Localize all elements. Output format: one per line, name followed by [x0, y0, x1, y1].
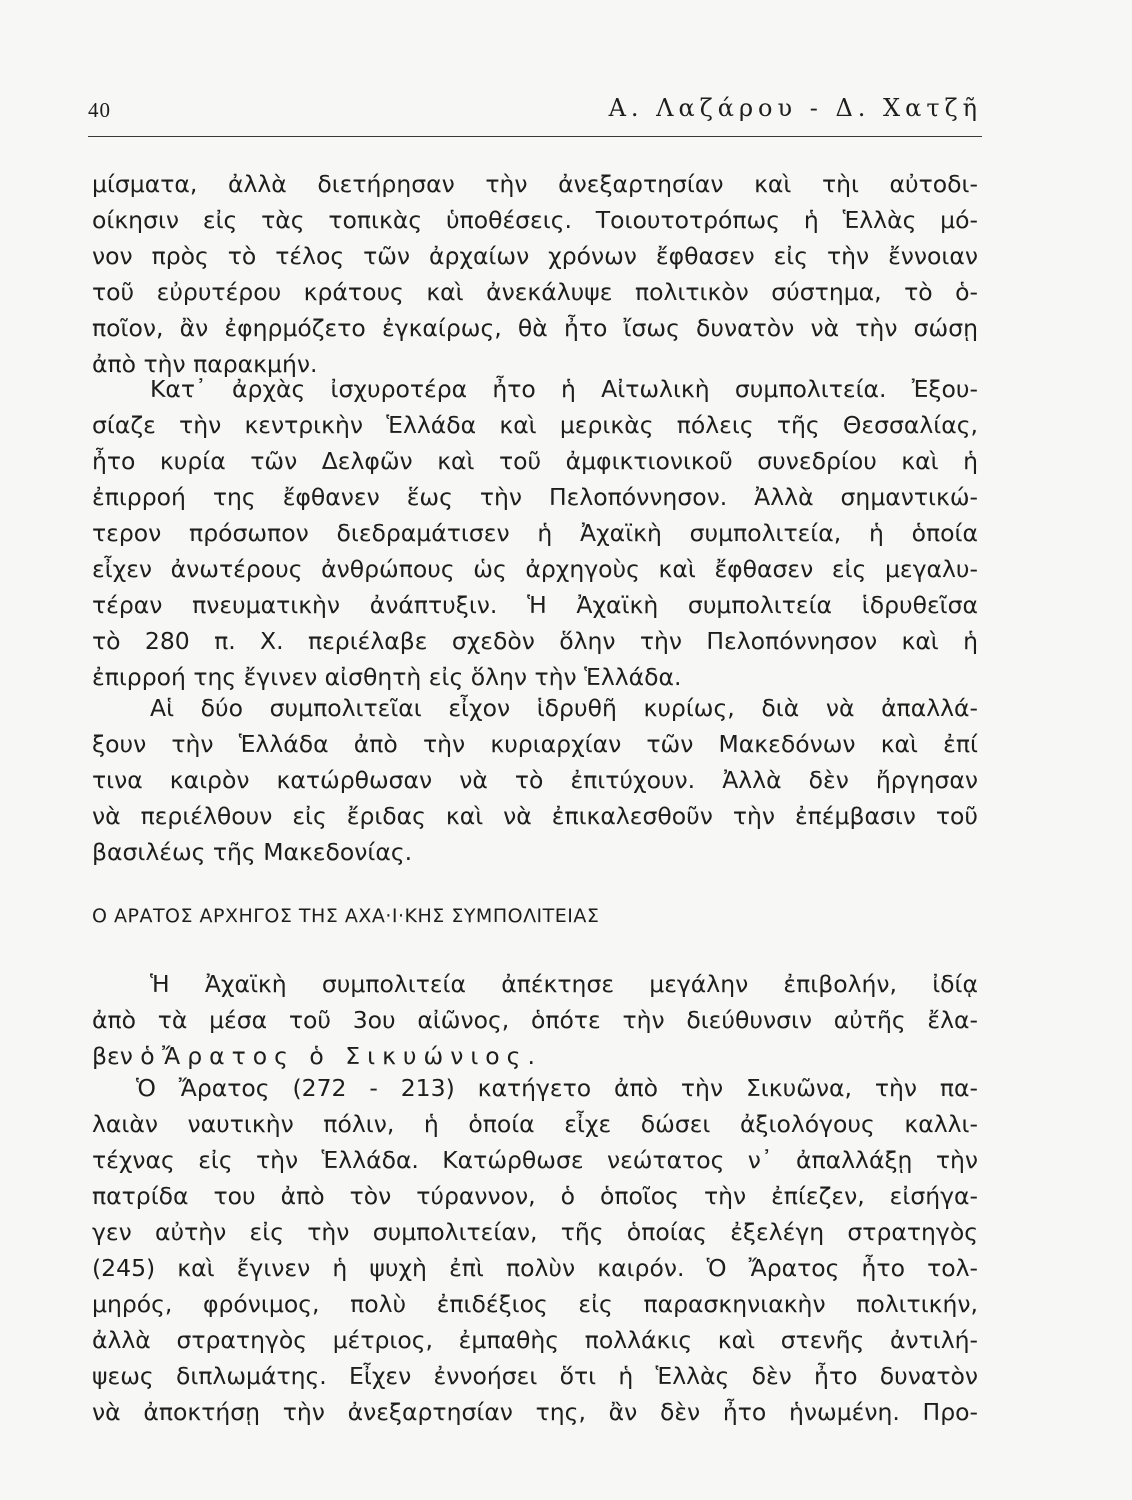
text-line: τέχνας εἰς τὴν Ἑλλάδα. Κατώρθωσε νεώτατος ν᾽ ἀπαλλάξῃ τὴν [92, 1146, 978, 1174]
spaced-name: Ἄρατος ὁ Σικυώνιος. [162, 1042, 542, 1070]
text-line: Ὁ Ἄρατος (272 - 213) κατήγετο ἀπὸ τὴν Σικυῶνα, τὴν πα- [136, 1074, 978, 1102]
text-line: λαιὰν ναυτικὴν πόλιν, ἡ ὁποία εἶχε δώσει ἀξιολόγους καλλι- [92, 1110, 978, 1138]
text-line: βασιλέως τῆς Μακεδονίας. [92, 838, 413, 866]
text-line: μηρός, φρόνιμος, πολὺ ἐπιδέξιος εἰς παρασκηνιακὴν πολιτικήν, [92, 1290, 978, 1318]
page-header [88, 94, 982, 134]
text-line: νὰ περιέλθουν εἰς ἔριδας καὶ νὰ ἐπικαλεσθοῦν τὴν ἐπέμβασιν τοῦ [92, 802, 978, 830]
paragraph-1 [92, 166, 978, 382]
text-line: ἀπὸ τὰ μέσα τοῦ 3ου αἰῶνος, ὁπότε τὴν διεύθυνσιν αὐτῆς ἔλα- [92, 1006, 978, 1034]
text-line: νὰ ἀποκτήσῃ τὴν ἀνεξαρτησίαν της, ἂν δὲν ἦτο ἡνωμένη. Προ- [92, 1398, 978, 1426]
text-line: οίκησιν εἰς τὰς τοπικὰς ὑποθέσεις. Τοιουτοτρόπως ἡ Ἑλλὰς μό- [92, 206, 978, 234]
paragraph-3 [92, 690, 978, 870]
text-line: ἐπιρροή της ἔγινεν αἰσθητὴ εἰς ὅλην τὴν Ἑλλάδα. [92, 663, 682, 691]
text-line: σίαζε τὴν κεντρικὴν Ἑλλάδα καὶ μερικὰς πόλεις τῆς Θεσσαλίας, [92, 411, 978, 439]
text-line: νον πρὸς τὸ τέλος τῶν ἀρχαίων χρόνων ἔφθασεν εἰς τὴν ἔννοιαν [92, 242, 978, 270]
text-line: μίσματα, ἀλλὰ διετήρησαν τὴν ἀνεξαρτησίαν καὶ τὴι αὐτοδι- [92, 170, 978, 198]
text-line: τερον πρόσωπον διεδραμάτισεν ἡ Ἀχαϊκὴ συμπολιτεία, ἡ ὁποία [92, 519, 978, 547]
text-line: γεν αὐτὴν εἰς τὴν συμπολιτείαν, τῆς ὁποίας ἐξελέγη στρατηγὸς [92, 1218, 978, 1246]
text-line: ἀπὸ τὴν παρακμήν. [92, 350, 318, 378]
text-fragment: βεν ὁ [92, 1042, 163, 1070]
text-line: τινα καιρὸν κατώρθωσαν νὰ τὸ ἐπιτύχουν. Ἀλλὰ δὲν ἤργησαν [92, 766, 978, 794]
text-line [92, 1038, 978, 1074]
text-line: Κατ᾽ ἀρχὰς ἰσχυροτέρα ἦτο ἡ Αἰτωλικὴ συμπολιτεία. Ἐξου- [150, 375, 978, 403]
header-rule [88, 136, 982, 137]
text-line: (245) καὶ ἔγινεν ἡ ψυχὴ ἐπὶ πολὺν καιρόν. Ὁ Ἄρατος ἦτο τολ- [92, 1254, 978, 1282]
running-head: Α. Λαζάρου - Δ. Χατζῆ [608, 94, 982, 122]
text-line: τέραν πνευματικὴν ἀνάπτυξιν. Ἡ Ἀχαϊκὴ συμπολιτεία ἱδρυθεῖσα [92, 591, 978, 619]
paragraph-4 [92, 966, 978, 1074]
text-line: εἶχεν ἀνωτέρους ἀνθρώπους ὡς ἀρχηγοὺς καὶ ἔφθασεν εἰς μεγαλυ- [92, 555, 978, 583]
text-line: ἀλλὰ στρατηγὸς μέτριος, ἐμπαθὴς πολλάκις καὶ στενῆς ἀντιλή- [92, 1326, 978, 1354]
text-line: ποῖον, ἂν ἐφηρμόζετο ἐγκαίρως, θὰ ἦτο ἴσως δυνατὸν νὰ τὴν σώσῃ [92, 314, 978, 342]
page-number: 40 [88, 98, 111, 122]
text-line: ἦτο κυρία τῶν Δελφῶν καὶ τοῦ ἀμφικτιονικοῦ συνεδρίου καὶ ἡ [92, 447, 978, 475]
text-line: Αἱ δύο συμπολιτεῖαι εἶχον ἱδρυθῆ κυρίως, διὰ νὰ ἀπαλλά- [150, 694, 978, 722]
text-line: τὸ 280 π. Χ. περιέλαβε σχεδὸν ὅλην τὴν Πελοπόννησον καὶ ἡ [92, 627, 978, 655]
paragraph-5 [92, 1070, 978, 1430]
text-line: ἐπιρροή της ἔφθανεν ἕως τὴν Πελοπόννησον. Ἀλλὰ σημαντικώ- [92, 483, 978, 511]
text-line: πατρίδα του ἀπὸ τὸν τύραννον, ὁ ὁποῖος τὴν ἐπίεζεν, εἰσήγα- [92, 1182, 978, 1210]
text-line: ψεως διπλωμάτης. Εἶχεν ἐννοήσει ὅτι ἡ Ἑλλὰς δὲν ἦτο δυνατὸν [92, 1362, 978, 1390]
section-heading: Ο ΑΡΑΤΟΣ ΑΡΧΗΓΟΣ ΤΗΣ ΑΧΑ·Ι·ΚΗΣ ΣΥΜΠΟΛΙΤΕΙΑΣ [92, 905, 600, 927]
text-line: Ἡ Ἀχαϊκὴ συμπολιτεία ἀπέκτησε μεγάλην ἐπιβολήν, ἰδίᾳ [150, 970, 978, 998]
paragraph-2 [92, 371, 978, 695]
text-line: ξουν τὴν Ἑλλάδα ἀπὸ τὴν κυριαρχίαν τῶν Μακεδόνων καὶ ἐπί [92, 730, 978, 758]
text-line: τοῦ εὐρυτέρου κράτους καὶ ἀνεκάλυψε πολιτικὸν σύστημα, τὸ ὁ- [92, 278, 978, 306]
